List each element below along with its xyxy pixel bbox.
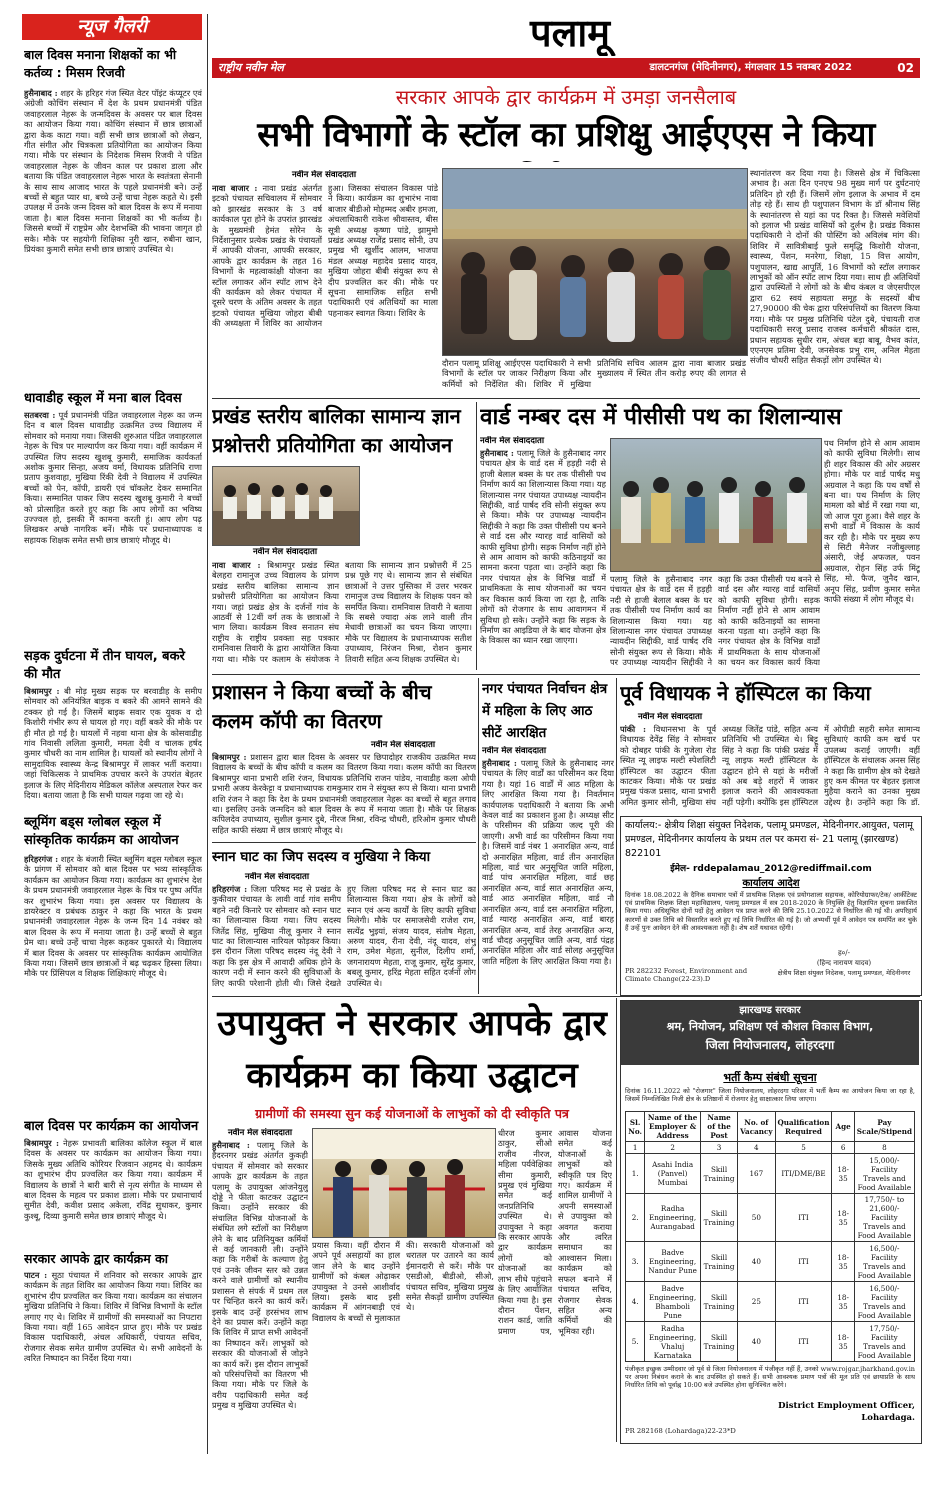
sidebar-story-body: बिश्रामपुर : नेहरू प्रभावती बालिका कॉलेज स्कूल में बाल दिवस के अवसर पर कार्यक्रम का आयोजन किया गया। जिसके मुख्य अतिथि कोरियर रिजवान अहमद थे। कार्यक्रम का शुभारंभ दीप प्रज्वलित कर किया गया। कार्यक्रम में विद्यालय के छात्रों ने बारी बारी से नृत्य संगीत के माध्यम से बाल दिवस के महत्व पर प्रकाश डाला। मौके पर प्रधानाचार्य सुमीत देवी, कवीश प्रसाद अकेला, रविंद्र सुधाकर, कुमार कुश्बू, दिव्या कुमारी समेत छात्र छात्राएं मौजूद थे।: [24, 1138, 202, 1221]
table-cell: ITI: [775, 1282, 832, 1322]
education-signature-title: क्षेत्रीय शिक्षा संयुक्त निदेशक, पलामू प्रमण्डल, मेदिनीनगर: [777, 969, 911, 977]
recruitment-title: भर्ती कैम्प संबंधी सूचना: [723, 1071, 817, 1084]
kalam-headline: प्रशासन ने किया बच्चों के बीच कलम कॉपी का वितरण: [212, 680, 432, 733]
pcc-body-right: पथ निर्माण होने से आम आवाम को काफी सुविधा मिलेगी। साथ ही शहर विकास की ओर अग्रसर होगा। मौके पर वार्ड पार्षद मधु अग्रवाल ने कहा कि पथ वर्षों से बना था। पथ निर्माण के लिए मामला को बोर्ड में रखा गया था, जो आज पूरा हुआ। वैसे शहर के सभी वार्डों में विकास के कार्य कर रही है। मौके पर मुख्य रूप से सिटी मैनेजर नजीबुल्लाह अंसारी, जेई अफजल, पवन अग्रवाल, रोहन सिंह उर्फ मिंटू सिंह, मो. फैज, जुनैद खान, अनूप सिंह, प्रवीण कुमार समेत काफी संख्या में लोग मौजूद थे।: [824, 438, 920, 605]
column-divider: [478, 678, 479, 994]
col-number: 5: [775, 1142, 832, 1154]
table-cell: 18-35: [832, 1154, 854, 1194]
upayukt-photo: [312, 1128, 496, 1238]
kalam-body: बिश्रामपुर : प्रशासन द्वारा बाल दिवस के अवसर पर छिपादोहर राजकीय उत्क्रमित मध्य विद्यालय के बच्चों के बीच कॉपी व कलम का वितरण किया गया। कलम कॉपी का वितरण बिश्रामपुर थाना प्रभारी शशि रंजन, विधायक प्रतिनिधि राजन पांडेय, नावाडीह कला ओपी प्रभारी अजय केरकेट्टा व प्रधानाध्यापक रामकुमार राम ने संयुक्त रूप से किया। थाना प्रभारी शशि रंजन ने कहा कि देश के प्रथम प्रधानमंत्री जवाहरलाल नेहरू का बच्चों से बहुत लगाव था। इसलिए उनके जन्मदिन को बाल दिवस के रूप में मनाया जाता है। मौके पर शिक्षक कपिलदेव उपाध्याय, सुशील कुमार दुबे, नीरज मिश्रा, रविन्द्र चौधरी, हरिओम कुमार चौधरी सहित काफी संख्या में छात्र छात्राएं मौजूद थे।: [212, 752, 476, 835]
lead-headline: सभी विभागों के स्टॉल का प्रशिक्षु आईएएस ने किया: [257, 115, 875, 155]
table-cell: 40: [738, 1322, 775, 1362]
column-divider: [616, 998, 617, 1442]
sidebar-story-body: पाटन : सूठा पंचायत में शनिवार को सरकार आपके द्वार कार्यक्रम के तहत शिविर का आयोजन किया गया। शिविर का शुभारंभ दीप प्रज्वलित कर किया गया। कार्यक्रम का संचालन मुखिया प्रतिनिधि ने किया। शिविर में विभिन्न विभागों के स्टॉल लगाए गए थे। शिविर में ग्रामीणों की समस्याओं का निपटारा किया गया। वहीं 165 आवेदन प्राप्त हुए। मौके पर प्रखंड विकास पदाधिकारी, अंचल अधिकारी, पंचायत सचिव, रोजगार सेवक समेत ग्रामीण उपस्थित थे। सभी आवेदनों के त्वरित निष्पादन का निर्देश दिया गया।: [24, 1270, 202, 1364]
pcc-body: हुसैनाबाद : पलामू जिले के हुसैनाबाद नगर पंचायत क्षेत्र के वार्ड दस में हड़ही नदी से हाजी बेलाल बक्स के घर तक पीसीसी पथ निर्माण कार्य का शिलान्यास किया गया। यह शिलान्यास नगर पंचायत उपाध्यक्ष न्यायदीन सिद्दीकी, वार्ड पार्षद रवि सोनी संयुक्त रूप से किया। मौके पर उपाध्यक्ष न्यायदीन सिद्दीकी ने कहा कि उक्त पीसीसी पथ बनने से वार्ड दस और ग्यारह वार्ड वासियों को काफी सुविधा होगी। सड़क निर्माण नहीं होने से आम आवाम को काफी कठिनाइयों का सामना करना पड़ता था। उन्होंने कहा कि नगर पंचायत क्षेत्र के विभिन्न वार्डों में प्राथमिकता के साथ योजनाओं का चयन कर विकास कार्य किया जा रहा है, ताकि लोगों को रोजगार के साथ आवागमन में सुविधा हो सके। उन्होंने कहा कि सड़क के निर्माण का आइडिया ले के बाद योजना क्षेत्र के विकास का ध्यान रखा जाएगा।: [480, 448, 606, 646]
table-cell: Radha Engineering, Vhaluj Karnataka: [645, 1322, 701, 1362]
pcc-photo: [610, 438, 822, 572]
table-cell: Badve Engineering, Bhamboli Pune: [645, 1282, 701, 1322]
pcc-body-mid: पलामू जिले के हुसैनाबाद नगर पंचायत क्षेत्र के वार्ड दस में हड़ही नदी से हाजी बेलाल बक्स के घर तक पीसीसी पथ निर्माण कार्य का शिलान्यास किया गया। यह शिलान्यास नगर पंचायत उपाध्यक्ष न्यायदीन सिद्दीकी, वार्ड पार्षद रवि सोनी संयुक्त रूप से किया। मौके पर उपाध्यक्ष न्यायदीन सिद्दीकी ने कहा कि उक्त पीसीसी पथ बनने से वार्ड दस और ग्यारह वार्ड वासियों को काफी सुविधा होगी। सड़क निर्माण नहीं होने से आम आवाम को काफी कठिनाइयों का सामना करना पड़ता था। उन्होंने कहा कि नगर पंचायत क्षेत्र के विभिन्न वार्डों में प्राथमिकता के साथ योजनाओं का चयन कर विकास कार्य किया: [610, 574, 820, 668]
sidebar-story-title: सरकार आपके द्वार कार्यक्रम का: [24, 1251, 168, 1266]
lead-kicker: सरकार आपके द्वार कार्यक्रम में उमड़ा जनसैलाब: [395, 85, 737, 109]
table-cell: ITI: [775, 1242, 832, 1282]
students-photo-illustration: [213, 467, 359, 545]
table-cell: 18-35: [832, 1242, 854, 1282]
section-divider: [212, 996, 920, 997]
upayukt-headline: उपायुक्त ने सरकार आपके द्वार कार्यक्रम का किया उद्घाटन: [217, 1004, 607, 1096]
column-divider: [476, 402, 477, 670]
sidebar: [22, 14, 208, 1454]
table-cell: 2.: [626, 1194, 645, 1242]
sidebar-story-body: सतबरवा : पूर्व प्रधानमंत्री पंडित जवाहरलाल नेहरू का जन्म दिन व बाल दिवस धावाडीह उत्क्रमित उच्च विद्यालय में सोमवार को मनाया गया। जिसकी शुरुआत पंडित जवाहरलाल नेहरू के चित्र पर माल्यार्पण कर किया गया। वहीं कार्यक्रम में उपस्थित जिप सदस्य खुशबू कुमारी, समाजिक कार्यकर्ता अशोक कुमार सिन्हा, अजय वर्मा, विधायक प्रतिनिधि राणा प्रताप कुशवाहा, मुखिया रिंकी देवी ने विद्यालय में उपस्थित बच्चों को पेन, कॉपी, डायरी एवं चॉकलेट देकर सम्मानित किया। सम्मानित पाकर जिप सदस्य खुशबू कुमारी ने बच्चों को प्रोत्साहित करते हुए कहा कि आप लोगों का भविष्य उज्ज्वल हो, इसकी मैं कामना करती हूं। आप लोग पढ़ लिखकर अच्छे नागरिक बनें। मौके पर प्रधानाध्यापक व सहायक शिक्षक समेत सभी छात्र छात्राएं मौजूद थे।: [24, 410, 202, 545]
sidebar-story-title: सड़क दुर्घटना में तीन घायल, बकरे की मौत: [24, 649, 185, 682]
sidebar-story-body: हरिहरगंज : शहर के बंजारी स्थित ब्लूमिंग बड्स ग्लोबल स्कूल के प्रांगण में सोमवार को बाल दिवस पर भव्य सांस्कृतिक कार्यक्रम का आयोजन किया गया। कार्यक्रम का शुभारंभ देश के प्रथम प्रधानमंत्री जवाहरलाल नेहरू के चित्र पर पुष्प अर्पित कर शुभारंभ किया गया। इस अवसर पर विद्यालय के डायरेक्टर व प्रबंधक ठाकुर ने कहा कि भारत के प्रथम प्रधानमंत्री जवाहरलाल नेहरू के जन्म दिन 14 नवंबर को बाल दिवस के रूप में मनाया जाता है। उन्हें बच्चों से बहुत प्रेम था। बच्चे उन्हें चाचा नेहरू कहकर पुकारते थे। विद्यालय में बाल दिवस के अवसर पर सांस्कृतिक कार्यक्रम आयोजित किया गया। जिसमें छात्र छात्राओं ने बढ़ चढ़कर हिस्सा लिया। मौके पर प्रिंसिपल व शिक्षक शिक्षिकाएं मौजूद थे।: [24, 854, 202, 979]
col-number: 3: [700, 1142, 737, 1154]
hospital-body: पांकी : विधानसभा के पूर्व विधायक देवेंद्र सिंह ने सोमवार को दोबहर पांकी के गुजेला रोड स्थित न्यू लाइफ मल्टी स्पेशलिटी हॉस्पिटल का उद्घाटन फीता काटकर किया। मौके पर प्रखंड प्रमुख पंकज प्रसाद, थाना प्रभारी अमित कुमार सोनी, मुखिया संघ अध्यक्ष जितेंद्र पांडे, सहित अन्य प्रतिनिधि भी उपस्थित थे। बिट्टू सिंह ने कहा कि पांकी प्रखंड में न्यू लाइफ मल्टी हॉस्पिटल के उद्घाटन होने से यहां के मरीजों को अब बड़े शहरों में जाकर इलाज कराने की आवश्यकता नहीं पड़ेगी। क्योंकि इस हॉस्पिटल में ओपीडी सहरी समेत सामान्य सुविधाएं काफी कम खर्च पर उपलब्ध कराई जाएगी। वहीं हॉस्पिटल के संचालक अनस सिंह ने कहा कि ग्रामीण क्षेत्र को देखते हुए कम कीमत पर बेहतर इलाज मुहैया कराने का उनका मुख्य उद्देश्य है। उन्होंने कहा कि डॉ.: [620, 724, 920, 807]
recruitment-footer: पंजीकृत इच्छुक उम्मीदवार जो पूर्व से जिला नियोजनालय में पंजीकृत नहीं हैं, उनको www.rojgar.jharkhand.gov.in पर अपना निबंधन कराने के बाद उपस्थित हो सकते हैं। सभी आवश्यक प्रमाण पत्रों की मूल प्रति एवं छायाप्रति के साथ निर्धारित तिथि को पूर्वाह्न 10:00 बजे उपस्थित होना सुनिश्चित करेंगे।: [625, 1365, 915, 1389]
sidebar-story-body: बिश्रामपुर : बी मोड़ मुख्य सड़क पर बरवाडीह के समीप सोमवार को अनियंत्रित बाइक व बकरे की आमने सामने की टक्कर हो गई है। जिसमें बाइक सवार एक युवक व दो किशोरी गंभीर रूप से घायल हो गए। वहीं बकरे की मौके पर ही मौत हो गई है। घायलों में नहवा थाना क्षेत्र के कोसवाडीह गांव निवासी ललिता कुमारी, ममता देवी व चालक हर्षद कुमार चौधरी का नाम शामिल है। घायलों को स्थानीय लोगों ने सामुदायिक स्वास्थ्य केन्द्र बिश्रामपुर में लाकर भर्ती कराया। जहां चिकित्सक ने प्राथमिक उपचार करने के उपरांत बेहतर इलाज के लिए मेदिनीराय मेडिकल कॉलेज अस्पताल रेफर कर दिया। बताया जाता है कि सभी घायल गढ़वा जा रहे थे।: [24, 686, 202, 801]
recruitment-camp-ad: [620, 1000, 922, 1444]
table-cell: 18-35: [832, 1322, 854, 1362]
table-cell: Skill Training: [700, 1282, 737, 1322]
page-name: पलामू: [530, 11, 610, 55]
table-cell: ITI/DME/BE: [775, 1154, 832, 1194]
sidebar-section-banner: [22, 14, 202, 40]
recruitment-dept: श्रम, नियोजन, प्रशिक्षण एवं कौशल विकास विभाग,: [666, 1020, 874, 1033]
crowd-photo-illustration: [443, 169, 747, 355]
col-number: 2: [645, 1142, 701, 1154]
col-header: Qualification Required: [775, 1112, 832, 1142]
education-pr-number: PR 282232 Forest, Environment and Climate Change(22-23).D: [625, 967, 748, 984]
table-cell: 5.: [626, 1322, 645, 1362]
lead-body-right: स्थानांतरण कर दिया गया है। जिससे क्षेत्र में चिकित्सा अभाव है। अतः दिन एनएच 98 मुख्य मार्ग पर दुर्घटनाएं प्रतिदिन हो रही हैं। जिसमें लोग इलाज के अभाव में दम तोड़ रहे हैं। साथ ही पशुपालन विभाग के डॉ श्रीनाथ सिंह के स्थानांतरण से यहां का पद रिक्त है। जिससे मवेशियों को इलाज भी प्रखंड वासियों को दुर्लभ है। प्रखंड विकास पदाधिकारी ने दोनों की पोस्टिंग को अविलंब मांग की। शिविर में सावित्रीबाई फुले समृद्धि किशोरी योजना, स्वास्थ्य, पेंशन, मनरेगा, शिक्षा, 15 वित्त आयोग, पशुपालन, खाद्य आपूर्ति, 16 विभागों को स्टॉल लगाकर लाभुकों को ऑन स्पॉट लाभ दिया गया। साथ ही अतिथियों द्वारा उपस्थितों ने लोगों को के बीच कंबल व जेएसपीएल द्वारा 62 स्वयं सहायता समूह के सदस्यों बीच 27,90000 की चेक द्वारा परिसंपत्तियों का वितरण किया गया। मौके पर प्रमुख प्रतिनिधि पंटेल दुबे, पंचायती राज पदाधिकारी सरजू प्रसाद राजस्व कर्मचारी श्रीकांत दास, प्रधान सहायक सुधीर राम, अंचल बड़ा बाबू, वैभव कांत, एएनएम प्रतिमा देवी, जनसेवक प्रभु राम, अनिल मेहता संजीव चौधरी सहित सैकड़ों लोग उपस्थित थे।: [750, 168, 920, 366]
kalam-byline: नवीन मेल संवाददाता: [370, 740, 436, 750]
col-header: Name of the Employer & Address: [645, 1112, 701, 1142]
education-email: ईमेल- rddepalamau_2012@rediffmail.com: [670, 864, 872, 874]
recruitment-intro: दिनांक 16.11.2022 को "रोजगार" जिला नियोजनालय, लोहरदगा परिसर में भर्ती कैम्प का आयोजन किया जा रहा है, जिसमें निम्नलिखित निजी क्षेत्र के प्रतिष्ठानों में रोजगार हेतु साक्षात्कार लिया जाएगा।: [625, 1087, 915, 1103]
table-row: [626, 1322, 915, 1362]
upayukt-body-mid: प्रयास किया। वहीं दौरान मैं अपने पूर्व असहायों का हाल जान लेने के बाद उन्होंने ग्रामीणों को कंबल ओढ़ाकर उपायुक्त ने उनसे आशीर्वाद लिया। इसके बाद इसी कार्यक्रम में आंगनबाड़ी एवं विद्यालय के बच्चों से मुलाकात की। सरकारी योजनाओं को धरातल पर उतारने का कार्य ईमानदारी से करें। मौके पर एसडीओ, बीडीओ, सीओ, पंचायत सचिव, मुखिया प्रमुख समेत सैकड़ों ग्रामीण उपस्थित थे।: [312, 1240, 494, 1323]
education-office-text: कार्यालय:- क्षेत्रीय शिक्षा संयुक्त निदेशक, पलामू प्रमण्डल, मेदिनीनगर.आयुक्त, पलामू प्रमण्डल, मेदिनीनगर कार्यालय के प्रथम तल पर कमरा सं- 21 पलामू (झारखण्ड) 822101: [625, 820, 913, 859]
table-row: [626, 1154, 915, 1194]
table-cell: 167: [738, 1154, 775, 1194]
education-notice-ad: [620, 816, 922, 996]
section-divider: [212, 674, 920, 675]
table-row: [626, 1194, 915, 1242]
sidebar-story-title: धावाडीह स्कूल में मना बाल दिवस: [24, 391, 182, 406]
table-cell: 16,500/- Facility Travels and Food Available: [854, 1242, 914, 1282]
col-number: 4: [738, 1142, 775, 1154]
quiz-photo: [212, 466, 360, 546]
table-cell: Skill Training: [700, 1242, 737, 1282]
table-cell: 1.: [626, 1154, 645, 1194]
col-number: 1: [626, 1142, 645, 1154]
section-divider: [212, 842, 476, 843]
table-cell: Skill Training: [700, 1322, 737, 1362]
table-cell: 4.: [626, 1282, 645, 1322]
table-cell: Radha Engineering, Aurangabad: [645, 1194, 701, 1242]
table-cell: Asahi India (Panvel) Mumbai: [645, 1154, 701, 1194]
upayukt-body: हुसैनाबाद : पलामू जिले के हैदरनगर प्रखंड अंतर्गत कुकही पंचायत में सोमवार को सरकार आपके द्वार कार्यक्रम के तहत पलामू के उपायुक्त आंजनेयुलु दोड्डे ने फीता काटकर उद्घाटन किया। उन्होंने सरकार की संचालित विभिन्न योजनाओं के संबंधित लगे स्टॉलों का निरीक्षण लेने के बाद प्रतिनियुक्त कर्मियों से कई जानकारी ली। उन्होंने कहा कि गरीबों के कल्याण हेतु एवं उनके जीवन स्तर को उन्नत करने वाले ग्रामीणों को स्थानीय प्रशासन से संपर्क में प्रथम तल पर चिन्हित करने का कार्य करें। इसके बाद उन्हें हरसंभव लाभ देने का प्रयास करें। उन्होंने कहा कि शिविर में प्राप्त सभी आवेदनों का निष्पादन करें। लाभुकों को सरकार की योजनाओं से जोड़ने का कार्य करें। इस दौरान लाभुकों को परिसंपत्तियों का वितरण भी किया गया। मौके पर जिले के वरीय पदाधिकारी समेत कई प्रमुख व मुखिया उपस्थित थे।: [212, 1140, 308, 1411]
table-cell: Skill Training: [700, 1154, 737, 1194]
reserve-byline: नवीन मेल संवाददाता: [482, 746, 547, 756]
vacancy-table-header: [626, 1112, 915, 1142]
col-header: Age: [832, 1112, 854, 1142]
table-cell: 16,500/- Facility Travels and Food Available: [854, 1282, 914, 1322]
sidebar-story-body: हुसैनाबाद : शहर के हरिहर गंज स्थित वेटर पॉइंट कंप्यूटर एवं अंग्रेजी कोचिंग संस्थान में देश के प्रथम प्रधानमंत्री पंडित जवाहरलाल नेहरू के जन्मदिवस के अवसर पर बाल दिवस का आयोजन किया गया। कोचिंग संस्थान में छात्र छात्राओं द्वारा केक काटा गया। वहीं सभी छात्र छात्राओं को लेखन, गीत संगीत और चित्रकला प्रतियोगिता का आयोजन किया गया। मौके पर संस्थान के निदेशक मिसम रिजवी ने पंडित जवाहरलाल नेहरू के जीवन काल पर प्रकाश डाला और बताया कि पंडित जवाहरलाल नेहरू भारत के स्वतंत्रता सेनानी के साथ साथ आजाद भारत के पहले प्रधानमंत्री बने। उन्हें बच्चों से बहुत प्यार था, बच्चे उन्हें चाचा नेहरू कहते थे। इसी उपलक्ष में उनके जन्म दिवस को बाल दिवस के रूप में मनाया जाता है। बाल दिवस मनाना शिक्षकों का भी कर्तव्य है। जिससे बच्चों में राष्ट्रप्रेम और देशभक्ति की भावना जागृत हो सके। मौके पर सहयोगी शिक्षिका नूरी खान, रुबीना खान, प्रियंका कुमारी समेत सभी छात्र छात्राएं उपस्थित थे।: [24, 88, 202, 255]
col-header: No. of Vacancy: [738, 1112, 775, 1142]
recruitment-office: जिला नियोजनालय, लोहरदगा: [705, 1038, 835, 1052]
section-divider: [212, 398, 920, 399]
hospital-byline: नवीन मेल संवाददाता: [637, 712, 703, 722]
lead-body: नावा बाजार : नावा प्रखंड अंतर्गत इटको पंचायत सचिवालय में सोमवार को झारखंड सरकार के 3 वर्ष कार्यकाल पूरा होने के उपरांत झारखंड के मुख्यमंत्री हेमंत सोरेन के निर्देशानुसार प्रत्येक प्रखंड के पंचायतों में आपकी योजना, आपकी सरकार, आपके द्वार कार्यक्रम के तहत 16 विभागों के महत्वाकांक्षी योजना का स्टॉल लगाकर ऑन स्पॉट लाभ देने की कार्यक्रम को लेकर पंचायत में दूसरे चरण के अंतिम अवसर के तहत इटको पंचायत मुखिया जोहरा बीबी की अध्यक्षता में शिविर का आयोजन हुआ। जिसका संचालन विकास पांडे ने किया। कार्यक्रम का शुभारंभ नावा बाजार बीडीओ मोहम्मद अबीर हमजा, अंचलाधिकारी राकेश श्रीवास्तव, बीस सूत्री अध्यक्ष कृष्णा पांडे, झामुमो प्रखंड अध्यक्ष राजेंद्र प्रसाद सोनी, उप प्रमुख भी खुर्शीद आलम, भाजपा मंडल अध्यक्ष महादेव प्रसाद यादव, मुखिया जोहरा बीबी संयुक्त रूप से दीप प्रज्वलित कर की। मौके पर सूचना सामाजिक सहित सभी पदाधिकारी एवं अतिथियों का माला पहनाकर स्वागत किया। शिविर के: [212, 183, 438, 329]
upayukt-subhead: ग्रामीणों की समस्या सुन कई योजनाओं के लाभुकों को दी स्वीकृति पत्र: [255, 1106, 569, 1121]
recruitment-signer: District Employment Officer,: [778, 1401, 915, 1411]
table-cell: 17,750/- to 21,600/- Facility Travels and Food Available: [854, 1194, 914, 1242]
reserve-body: हुसैनाबाद : पलामू जिले के हुसैनाबाद नगर पंचायत के लिए वार्डों का परिसीमन कर दिया गया है। यहां 16 वार्डों में आठ महिला के लिए आरक्षित किया गया है। निवर्तमान कार्यपालक पदाधिकारी ने बताया कि अभी केवल वार्ड का प्रकाशन हुआ है। अध्यक्ष सीट के परिसीमन की प्रक्रिया जल्द पूरी की जाएगी। अभी वार्ड का परिसीमन किया गया है। जिसमें वार्ड नंबर 1 अनारक्षित अन्य, वार्ड दो अनारक्षित महिला, वार्ड तीन अनारक्षित महिला, वार्ड चार अनुसूचित जाति महिला, वार्ड पांच अनारक्षित महिला, वार्ड छह अनारक्षित अन्य, वार्ड सात अनारक्षित अन्य, वार्ड आठ अनारक्षित महिला, वार्ड नौ अनारक्षित अन्य, वार्ड दस अनारक्षित महिला, वार्ड ग्यारह अनारक्षित अन्य, वार्ड बारह अनारक्षित अन्य, वार्ड तेरह अनारक्षित अन्य, वार्ड चौदह अनुसूचित जाति अन्य, वार्ड पंद्रह अनारक्षित महिला और वार्ड सोलह अनुसूचित जाति महिला के लिए आरक्षित किया गया है।: [482, 758, 614, 966]
quiz-byline: नवीन मेल संवाददाता: [252, 547, 318, 557]
education-notice-body: दिनांक 18.08.2022 के दैनिक समाचार पत्रों में प्राथमिक शिक्षक एवं प्रयोगशाला सहायक, कोरियोग्राफर/टेक/ आर्कीटेक्ट एवं प्राथमिक शिक्षक शिक्षा महाविद्यालय, पलामू प्रमण्डल में सत्र 2018-2020 के नियुक्ति हेतु विज्ञापित सूचना प्रकाशित किया गया। अधिसूचित दोनों पदों हेतु आवेदन पत्र प्राप्त करने की तिथि 25.10.2022 से निर्धारित की गई थी। अपरिहार्य कारणों से उक्त तिथि को विस्तारित करते हुए नई तिथि निर्धारित की गई है। जो अभ्यर्थी पूर्व में आवेदन पत्र समर्पित कर चुके हैं उन्हें पुनः आवेदन देने की आवश्यकता नहीं है। शेष शर्तें यथावत रहेंगी।: [625, 891, 917, 932]
table-cell: ITI: [775, 1322, 832, 1362]
col-number: 8: [854, 1142, 914, 1154]
lead-photo-caption: दौरान पलामू प्रशिक्षु आईएएस पदाधिकारी ने सभी विभागों के स्टॉल पर जाकर निरीक्षण किया और कर्मियों को निर्देशित की। शिविर में मुखिया प्रतिनिधि सचिव आलम द्वारा नावा बाजार प्रखंड मुख्यालय में स्थित तीन करोड़ रुपए की लागत से: [442, 358, 746, 389]
table-cell: 50: [738, 1194, 775, 1242]
inauguration-photo-illustration: [313, 1129, 495, 1237]
recruitment-pr-number: PR 282168 (Lohardaga)22-23*D: [625, 1427, 736, 1435]
table-row: [626, 1242, 915, 1282]
table-cell: 17,750/- Facility Travels and Food Available: [854, 1322, 914, 1362]
table-cell: Badve Engineering, Nandur Pune: [645, 1242, 701, 1282]
page-number: 02: [897, 61, 914, 75]
ghat-headline: स्नान घाट का जिप सदस्य व मुखिया ने किया: [212, 849, 431, 865]
table-cell: 3.: [626, 1242, 645, 1282]
ghat-body: हरिहरगंज : जिला परिषद मद से प्रखंड के कुकीवार पंचायत के लावी वार्ड गांव समीप बहने नदी किनारे पर सोमवार को स्नान घाट का शिलान्यास किया गया। जिप सदस्य जितेंद्र सिंह, मुखिया नीलू कुमार ने स्नान घाट का शिलान्यास नारियल फोड़कर किया। इस दौरान जिला परिषद सदस्य नंदू देवी ने कहा कि इस क्षेत्र में आवादी अधिक होने के कारण नदी में स्नान करने की सुविधाओं के लिए काफी परेशानी होती थी। जिसे देखते हुए जिला परिषद मद से स्नान घाट का शिलान्यास किया गया। क्षेत्र के लोगों को स्नान एवं अन्य कार्यों के लिए काफी सुविधा मिलेगी। मौके पर समाजसेवी राजेश राम, सत्येंद्र भुइयां, संजय यादव, संतोष मेहता, अरुण यादव, रीना देवी, नंदू यादव, शंभु राम, उमेश मेहता, सुनील, दिलीप शर्मा, जगनारायण मेहता, राजू कुमार, सुरेंद्र कुमार, बबलू कुमार, हरिंद्र मेहता सहित दर्जनों लोग उपस्थित थे।: [212, 884, 476, 988]
vacancy-table-col-numbers: [626, 1142, 915, 1154]
dateline: डालटनगंज (मेदिनीनगर), मंगलवार 15 नवम्बर 2022: [649, 62, 852, 73]
education-notice-title: कार्यालय आदेश: [742, 878, 800, 889]
table-cell: ITI: [775, 1194, 832, 1242]
vacancy-table: [625, 1111, 915, 1362]
lead-byline: नवीन मेल संवाददाता: [291, 170, 357, 180]
recruitment-table: [625, 1111, 915, 1361]
table-cell: 25: [738, 1282, 775, 1322]
table-cell: Skill Training: [700, 1194, 737, 1242]
col-header: Name of the Post: [700, 1112, 737, 1142]
foundation-ceremony-photo-illustration: [611, 439, 821, 571]
sidebar-story-title: बाल दिवस पर कार्यक्रम का आयोजन: [24, 1119, 199, 1134]
ghat-byline: नवीन मेल संवाददाता: [244, 872, 310, 882]
table-row: [626, 1282, 915, 1322]
hospital-headline: पूर्व विधायक ने हॉस्पिटल का किया: [620, 681, 871, 705]
table-cell: 40: [738, 1242, 775, 1282]
col-header: Pay Scale/Stipend: [854, 1112, 914, 1142]
column-divider: [616, 678, 617, 994]
pcc-headline: वार्ड नम्बर दस में पीसीसी पथ का शिलान्यास: [480, 404, 842, 430]
sidebar-story-title: ब्लूमिंग बड्स ग्लोबल स्कूल में सांस्कृतिक कार्यक्रम का आयोजन: [24, 815, 179, 848]
education-signature: ह०/-: [837, 949, 851, 957]
table-cell: 15,000/- Facility Travels and Food Available: [854, 1154, 914, 1194]
pcc-byline: नवीन मेल संवाददाता: [480, 436, 545, 446]
recruitment-signer-place: Lohardaga.: [861, 1413, 915, 1423]
quiz-body: नावा बाजार : बिश्रामपुर प्रखंड स्थित बेलहरा रामानुज उच्च विद्यालय के प्रांगण प्रखंड स्तरीय बालिका सामान्य ज्ञान प्रश्नोत्तरी प्रतियोगिता का आयोजन किया गया। जहां प्रखंड क्षेत्र के दर्जनों गांव के आठवीं से 12वीं वर्ग तक के छात्राओं ने भाग लिया। कार्यक्रम विश्व सनातन संघ राष्ट्रीय के राष्ट्रीय प्रवक्ता सह पत्रकार रामनिवास तिवारी के द्वारा आयोजित किया गया था। मौके पर कलाम के संयोजक ने बताया कि सामान्य ज्ञान प्रश्नोत्तरी में 25 प्रश्न पूछे गए थे। सामान्य ज्ञान से संबंधित छात्राओं ने उत्तर पुस्तिका में उत्तर भरकर रामानुज उच्च विद्यालय के शिक्षक पवन को समर्पित किया। रामनिवास तिवारी ने बताया कि सबसे ज्यादा अंक लाने वाली तीन मेधावी छात्राओं का चयन किया जाएगा। मौके पर विद्यालय के प्रधानाध्यापक सतीश उपाध्याय, निरंजन मिश्रा, रोशन कुमार तिवारी सहित अन्य शिक्षक उपस्थित थे।: [212, 560, 472, 664]
col-number: 6: [832, 1142, 854, 1154]
education-signature-name: (हिन्द नारायण यादव): [816, 959, 872, 967]
sidebar-section-title: न्यूज गैलरी: [77, 16, 147, 37]
table-cell: 18-35: [832, 1194, 854, 1242]
recruitment-govt: झारखण्ड सरकार: [739, 1005, 801, 1016]
recruitment-ad-header: [621, 1001, 919, 1065]
upayukt-body-far: धीरज कुमार ठाकुर, सीओ राजीव नीरज, महिला पर्यवेक्षिका सीमा कुमारी, प्रमुख एवं मुखिया समेत कई जनप्रतिनिधि उपस्थित थे। उपायुक्त ने कहा कि सरकार आपके द्वार कार्यक्रम लोगों को योजनाओं का लाभ सीधे पहुंचाने के लिए आयोजित किया गया है। इस दौरान पेंशन, राशन कार्ड, जाति प्रमाण पत्र, आवास योजना समेत कई योजनाओं के लाभुकों को स्वीकृति पत्र दिए गए। कार्यक्रम में शामिल ग्रामीणों ने अपनी समस्याओं से उपायुक्त को अवगत कराया और त्वरित समाधान का आश्वासन मिला। कार्यक्रम को सफल बनाने में पंचायत सचिव, रोजगार सेवक सहित अन्य कर्मियों की भूमिका रही।: [498, 1128, 612, 1336]
upayukt-byline: नवीन मेल संवाददाता: [227, 1128, 293, 1138]
lead-photo: [442, 168, 748, 356]
reserve-headline: नगर पंचायत निर्वाचन क्षेत्र में महिला के लिए आठ सीटें आरक्षित: [482, 681, 608, 741]
quiz-headline: प्रखंड स्तरीय बालिका सामान्य ज्ञान प्रश्नोत्तरी प्रतियोगिता का आयोजन: [212, 404, 461, 457]
sidebar-story-title: बाल दिवस मनाना शिक्षकों का भी कर्तव्य : मिसम रिजवी: [24, 47, 177, 80]
col-header: Sl. No.: [626, 1112, 645, 1142]
table-cell: 18-35: [832, 1282, 854, 1322]
paper-name: राष्ट्रीय नवीन मेल: [218, 61, 284, 74]
header-bar: [212, 58, 920, 78]
